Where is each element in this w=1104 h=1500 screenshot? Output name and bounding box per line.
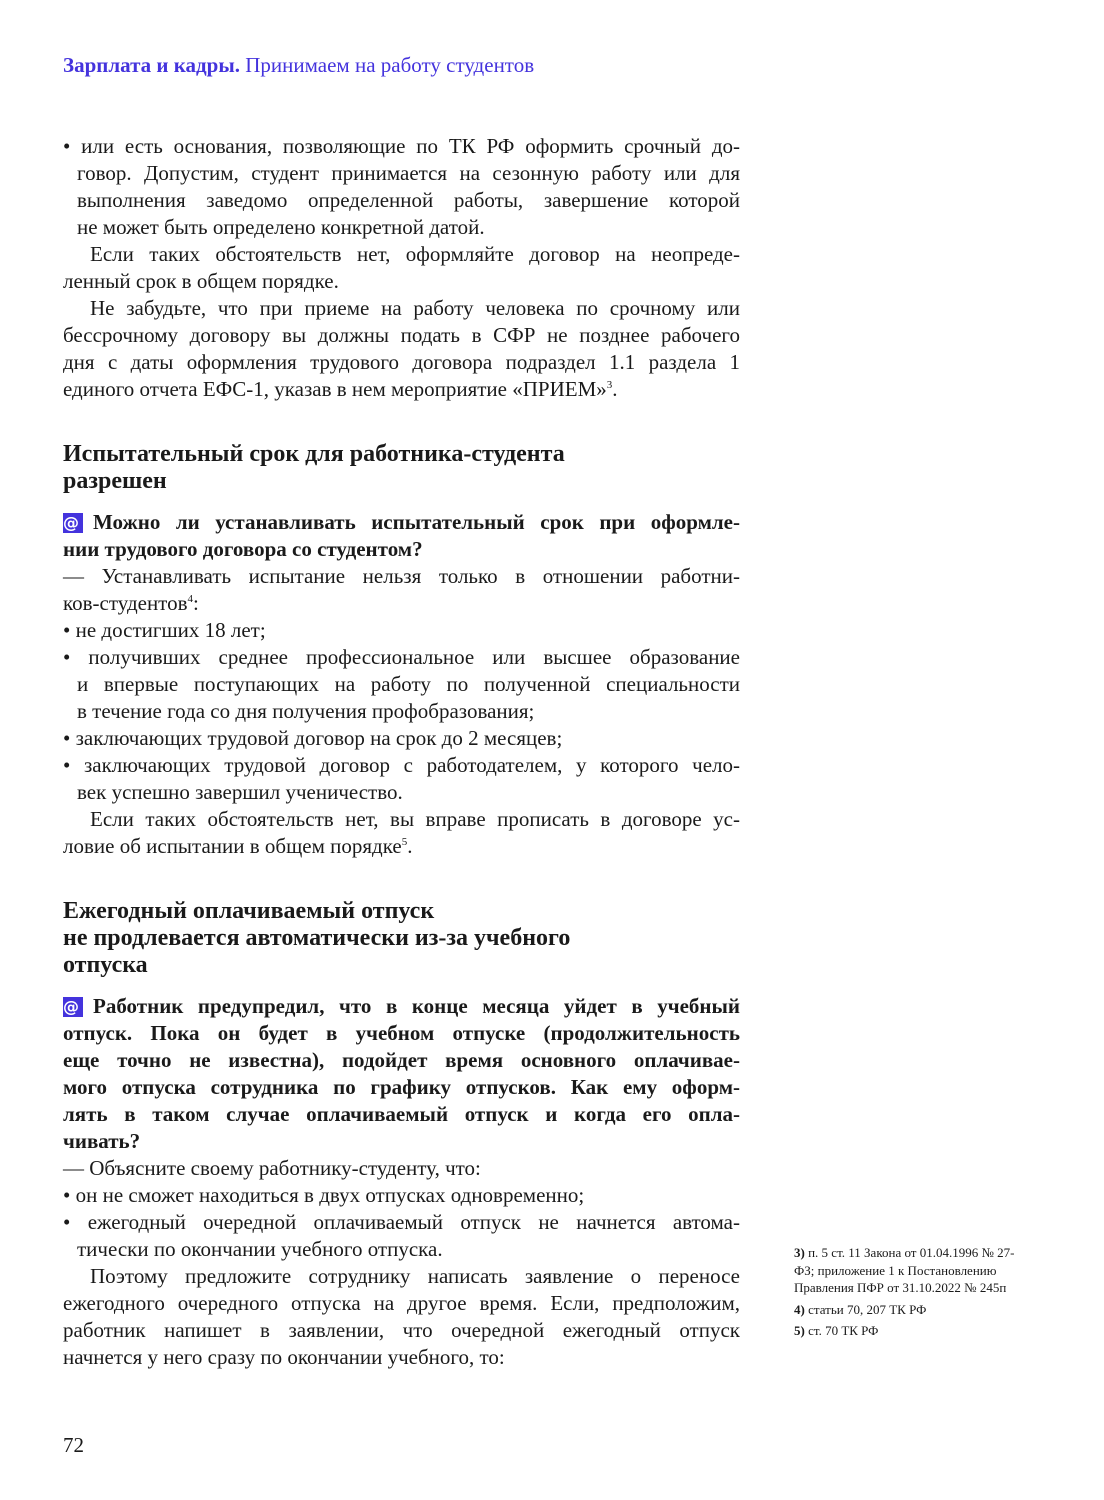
text-line <box>63 376 740 403</box>
paragraph <box>63 806 740 860</box>
bullet-item <box>63 725 740 752</box>
text-line: выполнения заведомо определенной работы, завершение которой <box>77 188 740 212</box>
punct: : <box>193 591 199 615</box>
text-line: разрешен <box>63 468 167 494</box>
text-line: чивать? <box>63 1129 141 1153</box>
footnote-number: 4) <box>794 1301 805 1317</box>
footnote <box>794 1244 1034 1297</box>
bullet-item <box>63 1209 740 1263</box>
text-line <box>63 509 740 536</box>
paragraph <box>63 241 740 295</box>
paragraph <box>63 1263 740 1371</box>
text-line: бессрочному договору вы должны подать в СФР не позднее рабочего <box>63 323 740 347</box>
footnotes <box>794 1244 1034 1344</box>
paragraph <box>63 295 740 403</box>
footnote <box>794 1301 1034 1319</box>
text-line: • заключающих трудовой договор на срок до 2 месяцев; <box>63 726 563 750</box>
question-text: Можно ли устанавливать испытательный срок при оформле- <box>93 510 740 534</box>
text: единого отчета ЕФС-1, указав в нем мероприятие «ПРИЕМ» <box>63 377 607 401</box>
text-line: мого отпуска сотрудника по графику отпусков. Как ему оформ- <box>63 1075 740 1099</box>
text-line: еще точно не известна), подойдет время основного оплачивае- <box>63 1048 740 1072</box>
text-line: Ежегодный оплачиваемый отпуск <box>63 898 435 924</box>
text-line: • он не сможет находиться в двух отпусках одновременно; <box>63 1183 585 1207</box>
text-line: • или есть основания, позволяющие по ТК РФ оформить срочный до- <box>63 134 740 158</box>
text-line: отпуск. Пока он будет в учебном отпуске (продолжительность <box>63 1021 740 1045</box>
section-heading <box>63 898 740 979</box>
punct: . <box>612 377 618 401</box>
text-line: • не достигших 18 лет; <box>63 618 266 642</box>
bullet-item <box>63 752 740 806</box>
text-line: не может быть определено конкретной датой. <box>77 215 485 239</box>
text: ков-студентов <box>63 591 188 615</box>
text-line: дня с даты оформления трудового договора подраздел 1.1 раздела 1 <box>63 350 740 374</box>
main-column <box>63 133 740 1371</box>
bullet-item <box>63 133 740 241</box>
text-line: не продлевается автоматически из-за учебного <box>63 925 571 951</box>
text-line: тически по окончании учебного отпуска. <box>77 1237 443 1261</box>
paragraph <box>63 563 740 617</box>
question <box>63 993 740 1155</box>
text-line: ленный срок в общем порядке. <box>63 269 339 293</box>
running-header <box>63 53 534 78</box>
footnote <box>794 1322 1034 1340</box>
text-line: — Объясните своему работнику-студенту, что: <box>63 1156 481 1180</box>
footnote-text: статьи 70, 207 ТК РФ <box>804 1301 927 1317</box>
footnote-text: п. 5 ст. 11 Закона от 01.04.1996 № 27-ФЗ; приложение 1 к Постановлению Правления ПФР от 31.10.2022 № 245п <box>794 1245 1015 1295</box>
footnote-ref[interactable]: 4 <box>187 593 194 605</box>
text-line: • получивших среднее профессиональное или высшее образование <box>63 645 740 669</box>
text-line: Поэтому предложите сотруднику написать заявление о переносе <box>90 1264 740 1288</box>
text-line: • заключающих трудовой договор с работодателем, у которого чело- <box>63 753 740 777</box>
text-line: и впервые поступающих на работу по полученной специальности <box>77 672 740 696</box>
header-title: Принимаем на работу студентов <box>245 53 535 77</box>
at-sign-icon: @ <box>63 513 83 533</box>
page-number: 72 <box>63 1433 84 1457</box>
footnote-number: 5) <box>794 1323 805 1338</box>
footnote-number: 3) <box>794 1245 805 1260</box>
paragraph <box>63 1155 740 1182</box>
text-line <box>63 833 740 860</box>
text-line: — Устанавливать испытание нельзя только в отношении работни- <box>63 564 740 588</box>
bullet-item <box>63 1182 740 1209</box>
text-line: Если таких обстоятельств нет, оформляйте договор на неопреде- <box>90 242 740 266</box>
text-line <box>63 993 740 1020</box>
text-line: • ежегодный очередной оплачиваемый отпуск не начнется автома- <box>63 1210 740 1234</box>
text-line: отпуска <box>63 952 148 978</box>
text-line: в течение года со дня получения профобразования; <box>77 699 535 723</box>
text: ловие об испытании в общем порядке <box>63 834 402 858</box>
punct: . <box>407 834 413 858</box>
footnote-ref[interactable]: 5 <box>401 836 408 848</box>
question-text: Работник предупредил, что в конце месяца уйдет в учебный <box>93 994 740 1018</box>
text-line: лять в таком случае оплачиваемый отпуск и когда его опла- <box>63 1102 740 1126</box>
text-line: нии трудового договора со студентом? <box>63 537 423 561</box>
section-heading <box>63 441 740 495</box>
text-line: Если таких обстоятельств нет, вы вправе прописать в договоре ус- <box>90 807 740 831</box>
header-section: Зарплата и кадры. <box>63 53 241 77</box>
footnote-ref[interactable]: 3 <box>606 379 613 391</box>
text-line: начнется у него сразу по окончании учебного, то: <box>63 1345 505 1369</box>
text-line: работник напишет в заявлении, что очередной ежегодный отпуск <box>63 1318 740 1342</box>
text-line: Не забудьте, что при приеме на работу человека по срочному или <box>90 296 740 320</box>
text-line <box>63 590 740 617</box>
question <box>63 509 740 563</box>
text-line: век успешно завершил ученичество. <box>77 780 403 804</box>
bullet-item <box>63 617 740 644</box>
at-sign-icon: @ <box>63 997 83 1017</box>
footnote-text: ст. 70 ТК РФ <box>804 1323 879 1338</box>
text-line: говор. Допустим, студент принимается на сезонную работу или для <box>77 161 740 185</box>
bullet-item <box>63 644 740 725</box>
text-line: Испытательный срок для работника-студента <box>63 441 565 467</box>
text-line: ежегодного очередного отпуска на другое время. Если, предположим, <box>63 1291 740 1315</box>
